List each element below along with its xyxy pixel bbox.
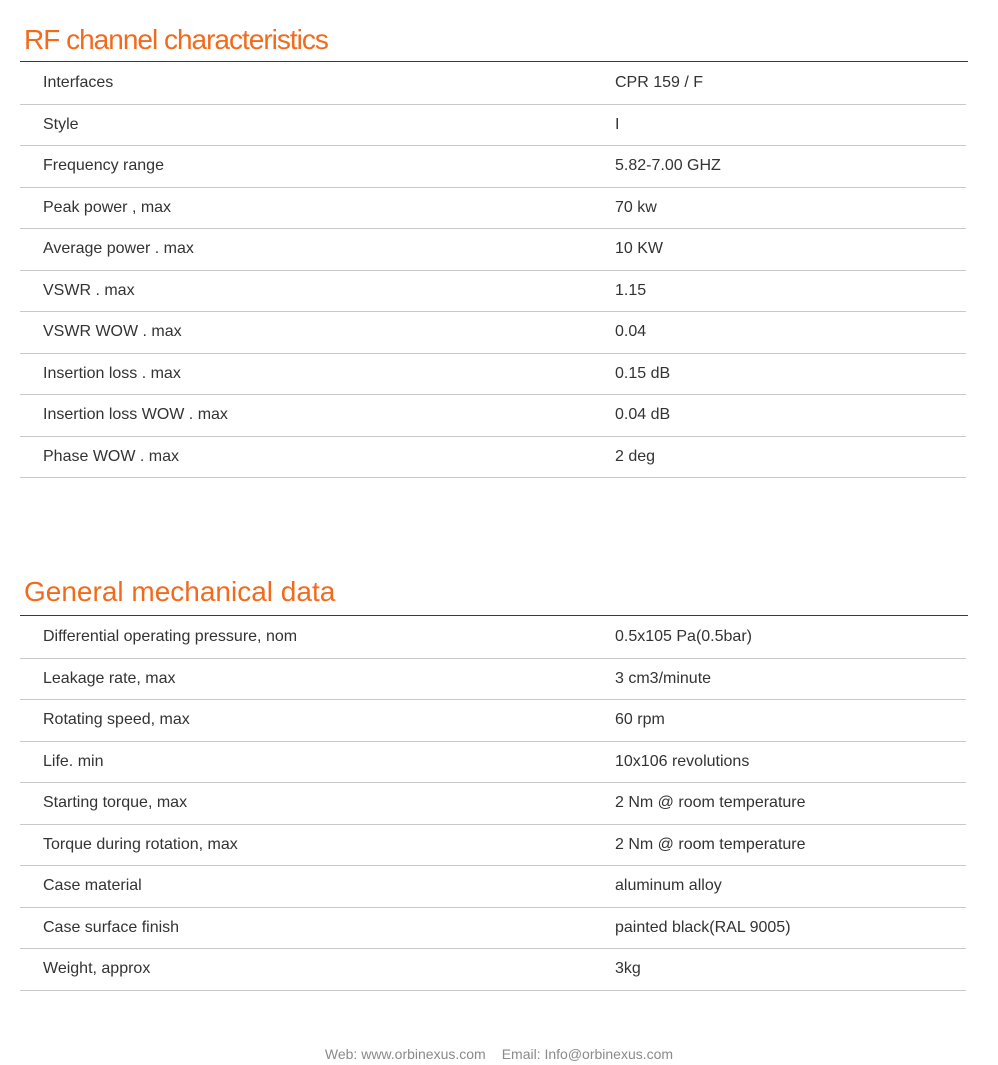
spec-row [20, 395, 966, 437]
spec-row [20, 783, 966, 825]
spec-label: Rotating speed, max [43, 711, 190, 729]
spec-label: Weight, approx [43, 960, 151, 978]
mechanical-data-table [20, 617, 966, 991]
footer-email: Email: Info@orbinexus.com [501, 1046, 674, 1062]
spec-label: Phase WOW . max [43, 447, 180, 465]
rf-section-title: RF channel characteristics [24, 24, 328, 55]
spec-label: Differential operating pressure, nom [43, 628, 298, 646]
spec-value: 10 KW [615, 240, 664, 258]
spec-value: 60 rpm [615, 711, 665, 729]
spec-label: VSWR . max [43, 281, 135, 299]
spec-value: 0.04 dB [615, 406, 671, 424]
spec-row [20, 229, 966, 271]
rf-title-rule [20, 61, 968, 62]
spec-label: Average power . max [43, 240, 194, 258]
spec-label: Insertion loss WOW . max [43, 406, 228, 424]
spec-row [20, 825, 966, 867]
spec-label: Torque during rotation, max [43, 835, 238, 853]
spec-value: 1.15 [615, 281, 647, 299]
spec-label: Frequency range [43, 157, 164, 175]
spec-row [20, 659, 966, 701]
spec-value: aluminum alloy [615, 877, 722, 895]
spec-label: Interfaces [43, 74, 114, 92]
spec-row [20, 312, 966, 354]
spec-row [20, 105, 966, 147]
spec-row [20, 354, 966, 396]
spec-value: 3kg [615, 960, 641, 978]
rf-characteristics-table [20, 63, 966, 478]
spec-row [20, 188, 966, 230]
spec-label: Style [43, 115, 79, 133]
spec-value: painted black(RAL 9005) [615, 918, 791, 936]
spec-value: 0.04 [615, 323, 647, 341]
spec-row [20, 700, 966, 742]
spec-label: Case surface finish [43, 918, 180, 936]
mech-title-rule [20, 615, 968, 616]
spec-label: Case material [43, 877, 142, 895]
spec-value: 70 kw [615, 198, 657, 216]
spec-row [20, 271, 966, 313]
mech-section-title: General mechanical data [24, 576, 336, 607]
spec-row [20, 949, 966, 991]
spec-value: 3 cm3/minute [615, 669, 712, 687]
spec-label: Insertion loss . max [43, 364, 181, 382]
spec-value: 2 Nm @ room temperature [615, 835, 806, 853]
spec-label: Starting torque, max [43, 794, 188, 812]
spec-value: 5.82-7.00 GHZ [615, 157, 721, 175]
spec-row [20, 908, 966, 950]
spec-label: Life. min [43, 752, 104, 770]
spec-value: CPR 159 / F [615, 74, 704, 92]
spec-row [20, 146, 966, 188]
spec-value: 2 deg [615, 447, 656, 465]
spec-row [20, 866, 966, 908]
spec-value: 0.15 dB [615, 364, 671, 382]
page-footer [0, 1046, 998, 1062]
spec-value: 2 Nm @ room temperature [615, 794, 806, 812]
footer-web: Web: www.orbinexus.com [324, 1046, 486, 1062]
spec-label: Peak power , max [43, 198, 172, 216]
spec-label: Leakage rate, max [43, 669, 176, 687]
spec-value: 10x106 revolutions [615, 752, 750, 770]
spec-value: 0.5x105 Pa(0.5bar) [615, 628, 752, 646]
spec-value: I [615, 115, 620, 133]
spec-label: VSWR WOW . max [43, 323, 182, 341]
spec-row [20, 742, 966, 784]
spec-row [20, 437, 966, 479]
spec-row [20, 63, 966, 105]
spec-row [20, 617, 966, 659]
